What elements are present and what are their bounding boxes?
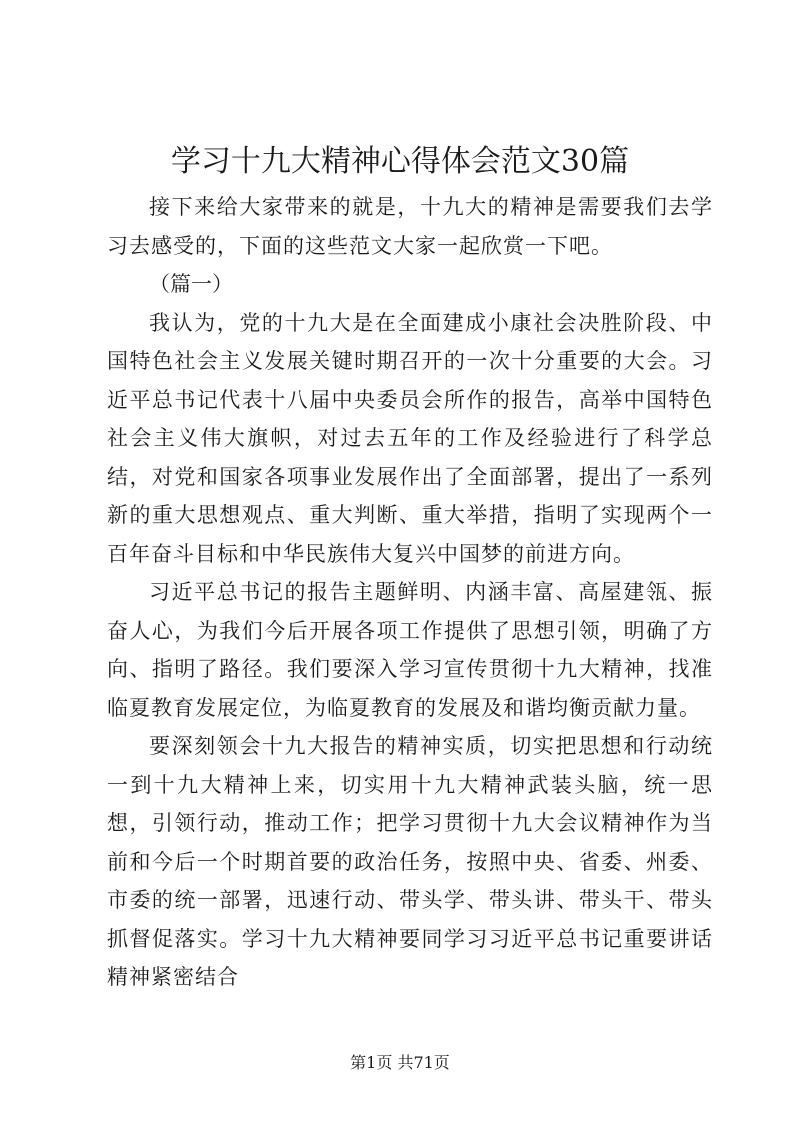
intro-paragraph: 接下来给大家带来的就是，十九大的精神是需要我们去学习去感受的，下面的这些范文大家一起欣赏一下吧。 [107,195,713,258]
body-paragraph-3: 要深刻领会十九大报告的精神实质，切实把思想和行动统一到十九大精神上来，切实用十九大精神武装头脑，统一思想，引领行动，推动工作；把学习贯彻十九大会议精神作为当前和今后一个时期首要的政治任务，按照中央、省委、州委、市委的统一部署，迅速行动、带头学、带头讲、带头干、带头抓督促落实。学习十九大精神要同学习习近平总书记重要讲话精神紧密结合 [107,734,713,989]
section-label: （篇一） [149,272,233,296]
document-body [107,188,713,997]
document-title: 学习十九大精神心得体会范文30篇 [170,144,630,179]
body-paragraph-2: 习近平总书记的报告主题鲜明、内涵丰富、高屋建瓴、振奋人心，为我们今后开展各项工作提供了思想引领，明确了方向、指明了路径。我们要深入学习宣传贯彻十九大精神，找准临夏教育发展定位，为临夏教育的发展及和谐均衡贡献力量。 [107,580,713,720]
body-paragraph-1: 我认为，党的十九大是在全面建成小康社会决胜阶段、中国特色社会主义发展关键时期召开的一次十分重要的大会。习近平总书记代表十八届中央委员会所作的报告，高举中国特色社会主义伟大旗帜，对过去五年的工作及经验进行了科学总结，对党和国家各项事业发展作出了全面部署，提出了一系列新的重大思想观点、重大判断、重大举措，指明了实现两个一百年奋斗目标和中华民族伟大复兴中国梦的前进方向。 [107,310,713,566]
page-footer: 第1页 共71页 [350,1053,450,1072]
